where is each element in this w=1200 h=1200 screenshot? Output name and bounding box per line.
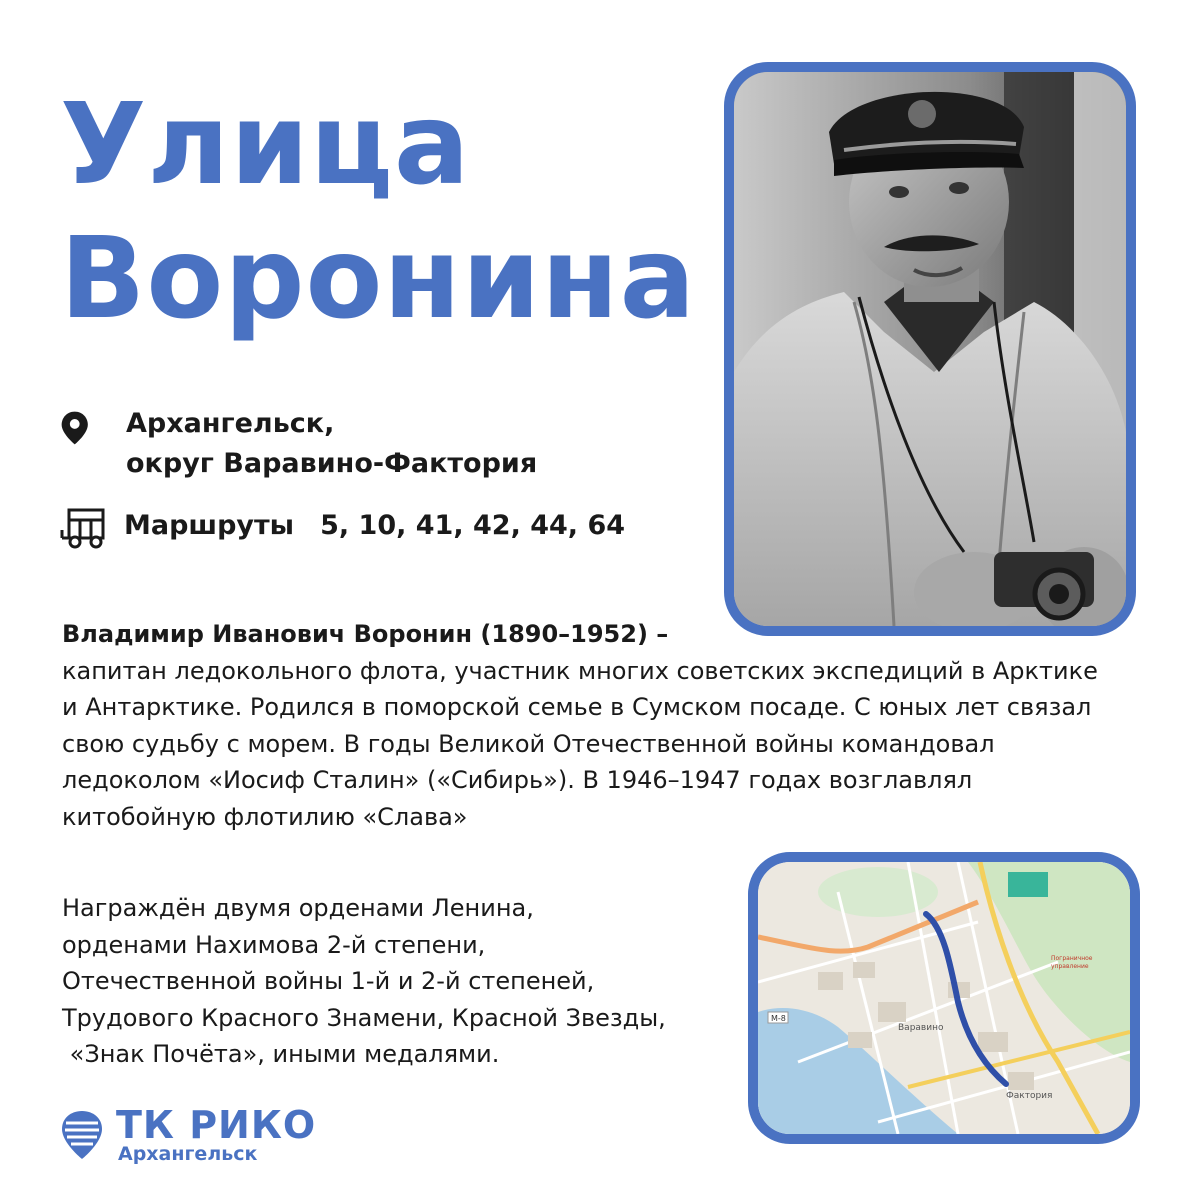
street-map (748, 852, 1140, 1144)
bio-text: капитан ледокольного флота, участник многих советских экспедиций в Арктике и Антарктике. Родился в поморской семье в Сумском посаде. С юных лет связал свою судьбу с морем. В годы Великой Отечественной войны командовал ледоколом «Иосиф Сталин» («Сибирь»). В 1946–1947 годах возглавлял китобойную флотилию «Слава» (62, 656, 1098, 831)
map-label-varavino: Варавино (898, 1023, 944, 1033)
map-label-border-2: управление (1051, 963, 1089, 970)
brand-logo (60, 1103, 317, 1165)
award-line: орденами Нахимова 2-й степени, (62, 930, 486, 959)
portrait-image (734, 72, 1126, 626)
location-district: округ Варавино-Фактория (126, 448, 538, 479)
award-line: «Знак Почёта», иными медалями. (62, 1040, 500, 1068)
title-line-1: Улица (60, 80, 471, 210)
awards-list (62, 890, 742, 1073)
logo-city: Архангельск (118, 1143, 258, 1165)
award-line: Отечественной войны 1-й и 2-й степеней, (62, 967, 595, 995)
map-label-border: Пограничное (1051, 955, 1093, 962)
location-text (126, 404, 537, 484)
map-label-faktoria: Фактория (1006, 1091, 1053, 1101)
routes-row (60, 506, 625, 550)
routes-label: Маршруты (124, 510, 295, 541)
location-city: Архангельск, (126, 408, 335, 439)
logo-name: ТК РИКО (116, 1103, 317, 1147)
portrait-photo (724, 62, 1136, 636)
riko-logo-icon (60, 1109, 104, 1161)
title-line-2: Воронина (60, 214, 697, 344)
award-line: Награждён двумя орденами Ленина, (62, 894, 534, 922)
map-image (758, 862, 1130, 1134)
bus-icon (60, 506, 106, 550)
location-row (60, 404, 537, 484)
map-label-road: М-8 (771, 1014, 786, 1023)
routes-text (124, 506, 625, 546)
award-line: Трудового Красного Знамени, Красной Звезды, (62, 1003, 666, 1032)
location-pin-icon (60, 406, 96, 450)
biography (62, 616, 1122, 835)
bio-name: Владимир Иванович Воронин (1890–1952) – (62, 620, 669, 648)
page-title (60, 78, 696, 346)
routes-numbers: 5, 10, 41, 42, 44, 64 (320, 510, 626, 541)
